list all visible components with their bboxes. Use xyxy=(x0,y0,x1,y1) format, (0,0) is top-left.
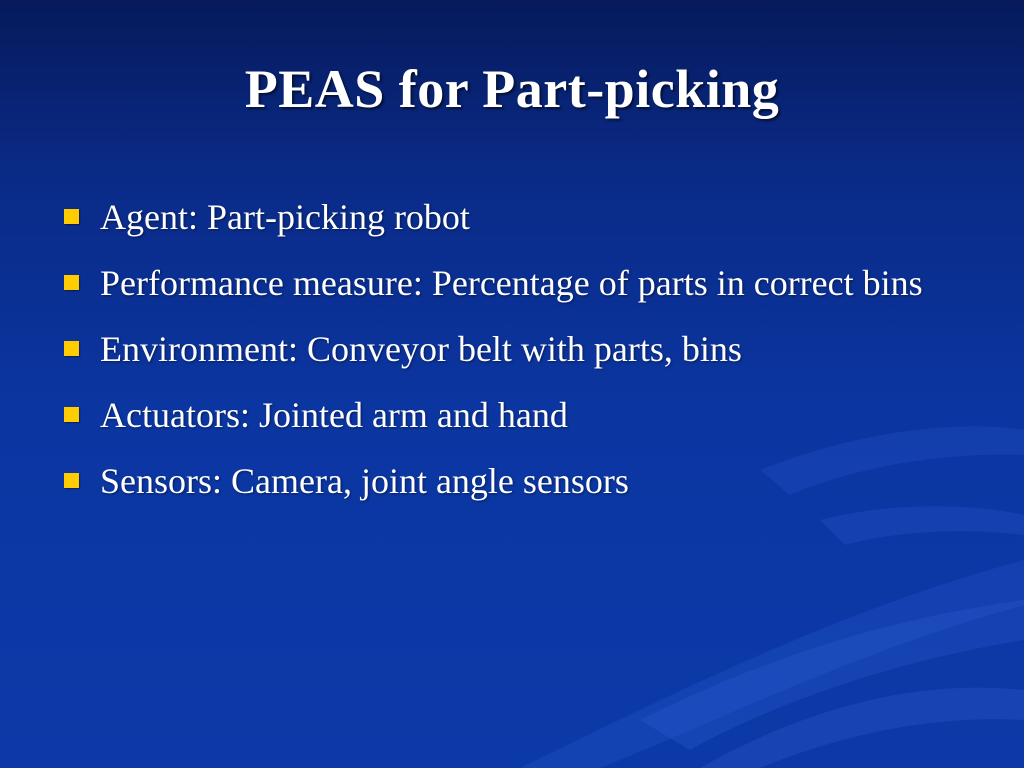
square-bullet-icon xyxy=(64,473,79,488)
bullet-item-environment xyxy=(62,324,962,374)
bullet-list xyxy=(62,192,962,522)
bullet-text: Performance measure: Percentage of parts in correct bins xyxy=(100,263,923,303)
square-bullet-icon xyxy=(64,341,79,356)
bullet-item-agent xyxy=(62,192,962,242)
slide-title: PEAS for Part-picking xyxy=(244,59,780,119)
bullet-text: Agent: Part-picking robot xyxy=(100,197,470,237)
bullet-text: Environment: Conveyor belt with parts, bins xyxy=(100,329,742,369)
bullet-text: Actuators: Jointed arm and hand xyxy=(100,395,568,435)
square-bullet-icon xyxy=(64,275,79,290)
bullet-item-actuators xyxy=(62,390,962,440)
bullet-text: Sensors: Camera, joint angle sensors xyxy=(100,461,629,501)
bullet-item-sensors xyxy=(62,456,962,506)
square-bullet-icon xyxy=(64,209,79,224)
square-bullet-icon xyxy=(64,407,79,422)
bullet-item-performance-measure xyxy=(62,258,962,308)
